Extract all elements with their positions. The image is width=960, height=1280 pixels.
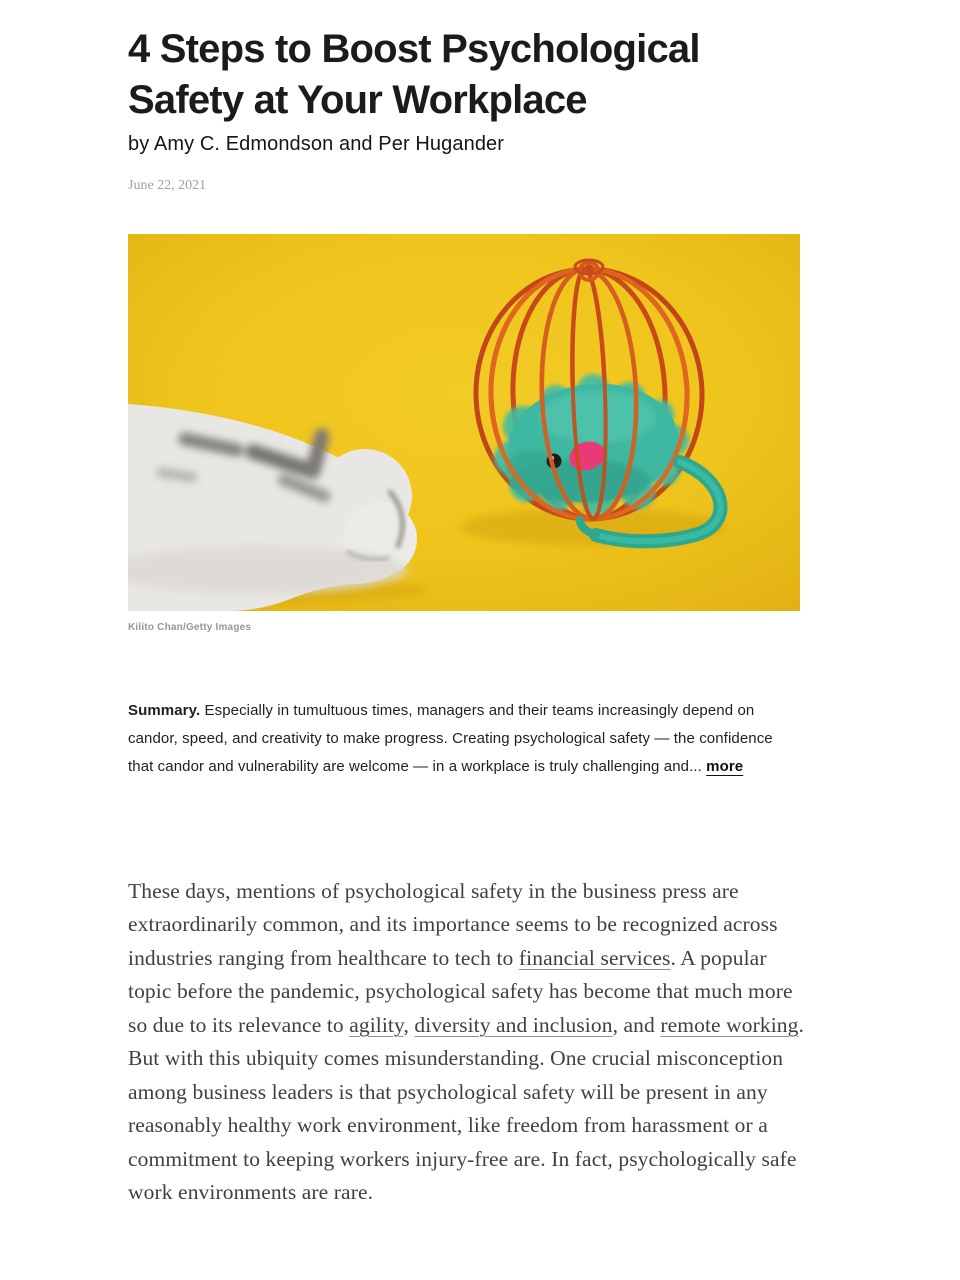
image-credit: Kilito Chan/Getty Images — [128, 621, 252, 633]
hero-figure — [128, 234, 800, 633]
inline-link[interactable]: financial services — [518, 945, 671, 970]
text-segment: . A popular topic before the pandemic, psychological safety has become that much more so due to its relevance to — [128, 945, 793, 1037]
page-title: 4 Steps to Boost Psychological Safety at Your Workplace — [128, 27, 700, 122]
inline-link[interactable]: remote working — [660, 1012, 799, 1037]
more-link[interactable]: more — [706, 757, 744, 775]
publish-date: June 22, 2021 — [128, 177, 207, 193]
article-header — [128, 24, 804, 194]
summary-text: Especially in tumultuous times, managers and their teams increasingly depend on candor, speed, and creativity to make progress. Creating psychological safety — the confidence that candor and vulnerability are welcome — in a workplace is truly challenging and... — [128, 701, 773, 775]
article-body — [128, 875, 804, 1210]
text-segment: These days, mentions of psychological safety in the business press are extraordinarily common, and its importance seems to be recognized across industries ranging from healthcare to tech to — [128, 878, 778, 970]
article-paragraph — [128, 875, 804, 1210]
text-segment: , and — [612, 1012, 661, 1037]
text-segment: , — [403, 1012, 415, 1037]
byline: by Amy C. Edmondson and Per Hugander — [128, 132, 505, 155]
article — [128, 0, 804, 1210]
summary-label: Summary. — [128, 701, 201, 719]
inline-link[interactable]: agility — [349, 1012, 404, 1037]
text-segment: . But with this ubiquity comes misunderstanding. One crucial misconception among business leaders is that psychological safety will be present in any reasonably healthy work environment, like freedom from harassment or a commitment to keeping workers injury-free are. In fact, psychologically safe work environments are rare. — [128, 1012, 804, 1205]
inline-link[interactable]: diversity and inclusion — [414, 1012, 613, 1037]
summary-section — [128, 697, 798, 781]
hero-photo-illustration — [128, 234, 800, 611]
